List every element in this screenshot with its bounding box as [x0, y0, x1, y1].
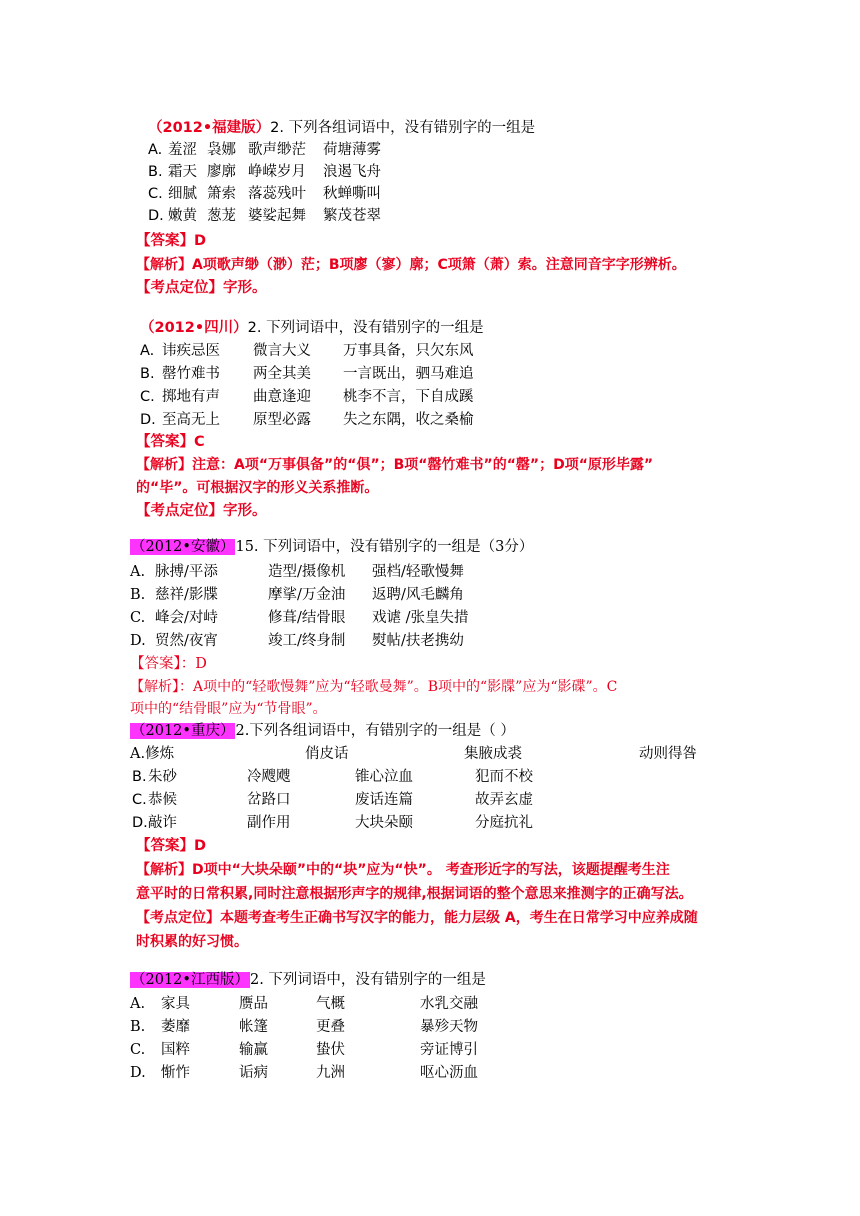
question-source: （2012•安徽） — [131, 539, 235, 555]
analysis-line-2: 项中的“结骨眼”应为“节骨眼”。 — [130, 701, 327, 717]
question-source: （2012•江西版） — [131, 972, 249, 988]
question-stem: 2.下列各组词语中，有错别字的一组是（ ） — [235, 723, 515, 739]
question-header — [130, 721, 515, 741]
focus: 【考点定位】字形。 — [136, 280, 267, 296]
analysis: 【解析】A项歌声缈（渺）茫；B项廖（寥）廓；C项箫（萧）索。注意同音字字形辨析。 — [136, 257, 686, 273]
answer: 【答案】C — [136, 434, 205, 450]
question-source: （2012•福建版） — [148, 120, 271, 136]
question-stem: 15. 下列词语中，没有错别字的一组是（3分） — [235, 539, 534, 555]
analysis-line-2: 意平时的日常积累,同时注意根据形声字的规律,根据词语的整个意思来推测字的正确写法。 — [136, 886, 693, 902]
analysis-line-2: 的“毕”。可根据汉字的形义关系推断。 — [136, 480, 379, 496]
answer: 【答案】D — [136, 838, 207, 854]
answer: 【答案】D — [136, 233, 207, 249]
question-stem: 2. 下列词语中，没有错别字的一组是 — [247, 320, 484, 336]
analysis-line-1: 【解析】：A项中的“轻歌慢舞”应为“轻歌曼舞”。B项中的“影牒”应为“影碟”。C — [130, 679, 618, 695]
question-source: （2012•四川） — [140, 320, 248, 336]
question-header — [130, 537, 533, 557]
analysis-line-1: 【解析】D项中“大块朵颐”中的“块”应为“快”。 考查形近字的写法，该题提醒考生注 — [136, 862, 670, 878]
question-source: （2012•重庆） — [131, 723, 235, 739]
analysis-line-1: 【解析】注意：A项“万事俱备”的“俱”；B项“罄竹难书”的“罄”；D项“原形毕露” — [136, 457, 654, 473]
focus: 【考点定位】字形。 — [136, 503, 267, 519]
focus-line-1: 【考点定位】本题考查考生正确书写汉字的能力，能力层级 A，考生在日常学习中应养成随 — [136, 910, 698, 926]
question-stem: 2. 下列各组词语中，没有错别字的一组是 — [270, 120, 536, 136]
question-header — [140, 318, 484, 338]
question-header — [148, 118, 535, 138]
answer: 【答案】：D — [130, 656, 207, 672]
question-stem: 2. 下列词语中，没有错别字的一组是 — [249, 972, 486, 988]
focus-line-2: 时积累的好习惯。 — [136, 934, 248, 950]
question-header — [130, 970, 486, 990]
